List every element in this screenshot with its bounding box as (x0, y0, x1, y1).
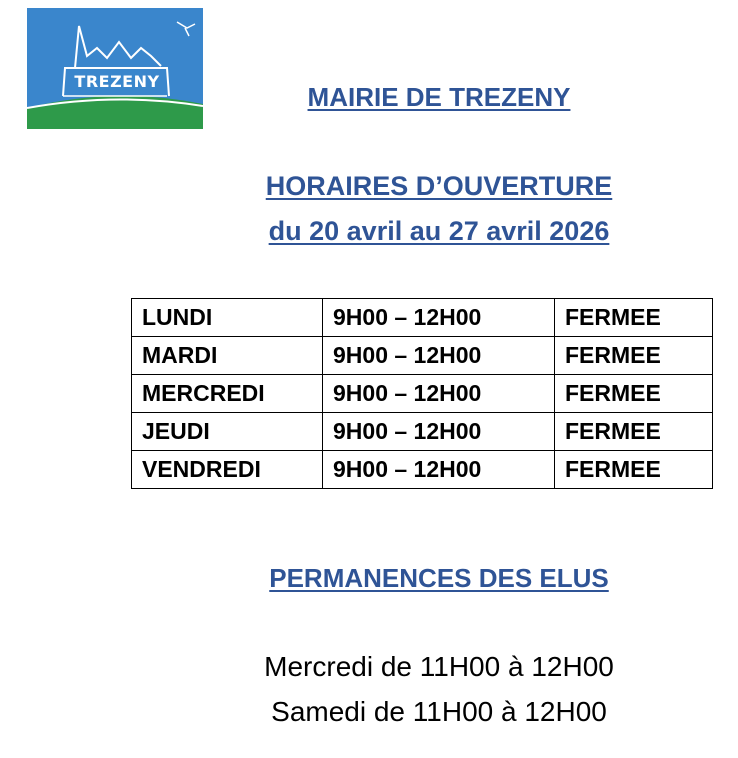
day-cell: LUNDI (132, 299, 323, 337)
morning-hours-cell: 9H00 – 12H00 (323, 375, 555, 413)
day-cell: MARDI (132, 337, 323, 375)
logo-text: TREZENY (74, 72, 160, 91)
afternoon-status-cell: FERMEE (555, 375, 713, 413)
permanence-line: Samedi de 11H00 à 12H00 (271, 696, 607, 727)
permanence-line: Mercredi de 11H00 à 12H00 (264, 651, 614, 682)
table-row (132, 375, 713, 413)
table-row (132, 337, 713, 375)
table-row (132, 413, 713, 451)
afternoon-status-cell: FERMEE (555, 299, 713, 337)
opening-hours-table (131, 298, 713, 489)
schedule-heading: HORAIRES D’OUVERTURE (265, 171, 613, 201)
afternoon-status-cell: FERMEE (555, 337, 713, 375)
day-cell: JEUDI (132, 413, 323, 451)
page-title: MAIRIE DE TREZENY (307, 82, 571, 112)
morning-hours-cell: 9H00 – 12H00 (323, 451, 555, 489)
afternoon-status-cell: FERMEE (555, 413, 713, 451)
afternoon-status-cell: FERMEE (555, 451, 713, 489)
morning-hours-cell: 9H00 – 12H00 (323, 299, 555, 337)
permanences-heading: PERMANENCES DES ELUS (269, 563, 609, 593)
day-cell: VENDREDI (132, 451, 323, 489)
table-row (132, 299, 713, 337)
table-row (132, 451, 713, 489)
morning-hours-cell: 9H00 – 12H00 (323, 413, 555, 451)
day-cell: MERCREDI (132, 375, 323, 413)
schedule-period: du 20 avril au 27 avril 2026 (268, 216, 610, 246)
morning-hours-cell: 9H00 – 12H00 (323, 337, 555, 375)
